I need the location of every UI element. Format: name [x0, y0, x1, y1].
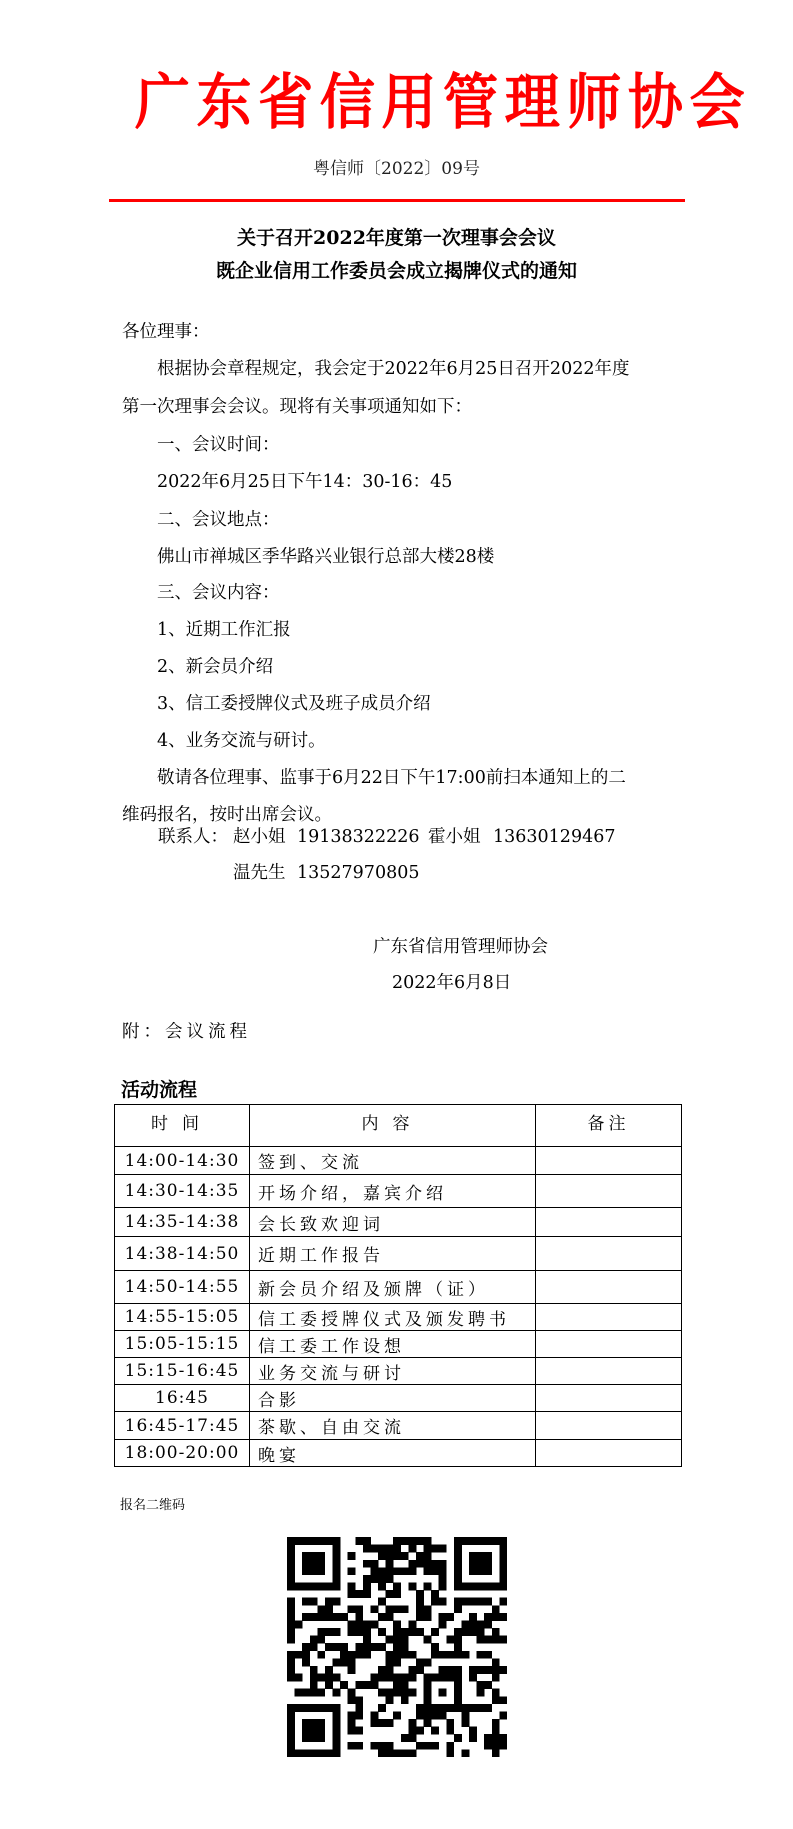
schedule-note — [536, 1412, 682, 1440]
schedule-row — [115, 1237, 682, 1271]
schedule-note — [536, 1208, 682, 1237]
schedule-row — [115, 1385, 682, 1412]
schedule-time: 14:38-14:50 — [115, 1237, 250, 1271]
salutation: 各位理事： — [122, 322, 210, 342]
organization-title: 广东省信用管理师协会 — [134, 68, 752, 138]
schedule-note — [536, 1304, 682, 1331]
schedule-note — [536, 1440, 682, 1467]
schedule-row — [115, 1304, 682, 1331]
schedule-content: 近期工作报告 — [250, 1237, 536, 1271]
contact-label: 联系人： — [158, 827, 228, 847]
notice-title-line-1: 关于召开2022年度第一次理事会会议 — [237, 227, 556, 249]
schedule-time: 14:00-14:30 — [115, 1147, 250, 1175]
schedule-content: 茶歇、自由交流 — [250, 1412, 536, 1440]
schedule-title: 活动流程 — [121, 1079, 198, 1101]
qr-code-label: 报名二维码 — [120, 1498, 186, 1513]
annex-label: 附：会议流程 — [122, 1022, 251, 1042]
notice-title-line-2: 既企业信用工作委员会成立揭牌仪式的通知 — [215, 260, 577, 282]
column-header-content: 内容 — [250, 1105, 536, 1147]
schedule-row — [115, 1147, 682, 1175]
schedule-content: 信工委工作设想 — [250, 1331, 536, 1358]
schedule-note — [536, 1358, 682, 1385]
signature-date: 2022年6月8日 — [392, 973, 512, 993]
contact-phone: 13527970805 — [297, 863, 420, 883]
section-1-heading: 一、会议时间： — [157, 435, 280, 455]
section-3-heading: 三、会议内容： — [157, 583, 280, 603]
schedule-row — [115, 1358, 682, 1385]
schedule-note — [536, 1385, 682, 1412]
schedule-row — [115, 1440, 682, 1467]
schedule-time: 16:45-17:45 — [115, 1412, 250, 1440]
paragraph-1-line-2: 第一次理事会会议。现将有关事项通知如下： — [122, 397, 472, 417]
schedule-note — [536, 1147, 682, 1175]
schedule-time: 14:35-14:38 — [115, 1208, 250, 1237]
agenda-item: 3、信工委授牌仪式及班子成员介绍 — [157, 694, 431, 714]
paragraph-1-line-1: 根据协会章程规定，我会定于2022年6月25日召开2022年度 — [157, 359, 630, 379]
column-header-note: 备注 — [536, 1105, 682, 1147]
agenda-item: 1、近期工作汇报 — [157, 620, 291, 640]
meeting-location: 佛山市禅城区季华路兴业银行总部大楼28楼 — [157, 547, 495, 567]
schedule-time: 15:15-16:45 — [115, 1358, 250, 1385]
document-number: 粤信师〔2022〕09号 — [313, 159, 480, 179]
schedule-time: 16:45 — [115, 1385, 250, 1412]
schedule-time: 14:55-15:05 — [115, 1304, 250, 1331]
schedule-time: 14:50-14:55 — [115, 1271, 250, 1304]
schedule-table — [114, 1104, 682, 1467]
contact-phone: 13630129467 — [493, 827, 616, 847]
schedule-note — [536, 1271, 682, 1304]
schedule-note — [536, 1331, 682, 1358]
schedule-time: 18:00-20:00 — [115, 1440, 250, 1467]
schedule-content: 新会员介绍及颁牌（证） — [250, 1271, 536, 1304]
meeting-time: 2022年6月25日下午14：30-16：45 — [157, 472, 453, 492]
schedule-row — [115, 1271, 682, 1304]
agenda-item: 4、业务交流与研讨。 — [157, 731, 326, 751]
request-line-2: 维码报名，按时出席会议。 — [122, 805, 332, 825]
contact-name: 霍小姐 — [428, 827, 481, 847]
schedule-content: 签到、交流 — [250, 1147, 536, 1175]
header-divider — [109, 199, 685, 202]
signature-organization: 广东省信用管理师协会 — [373, 937, 548, 957]
contact-name: 赵小姐 — [233, 827, 286, 847]
schedule-content: 会长致欢迎词 — [250, 1208, 536, 1237]
agenda-item: 2、新会员介绍 — [157, 657, 274, 677]
schedule-row — [115, 1331, 682, 1358]
schedule-row — [115, 1412, 682, 1440]
schedule-row — [115, 1208, 682, 1237]
request-line-1: 敬请各位理事、监事于6月22日下午17:00前扫本通知上的二 — [157, 768, 626, 788]
schedule-time: 15:05-15:15 — [115, 1331, 250, 1358]
schedule-header-row — [115, 1105, 682, 1147]
column-header-time: 时间 — [115, 1105, 250, 1147]
contact-name: 温先生 — [233, 863, 286, 883]
schedule-note — [536, 1175, 682, 1208]
schedule-content: 开场介绍，嘉宾介绍 — [250, 1175, 536, 1208]
contact-phone: 19138322226 — [297, 827, 420, 847]
section-2-heading: 二、会议地点： — [157, 510, 280, 530]
schedule-content: 业务交流与研讨 — [250, 1358, 536, 1385]
schedule-note — [536, 1237, 682, 1271]
schedule-content: 信工委授牌仪式及颁发聘书 — [250, 1304, 536, 1331]
schedule-content: 晚宴 — [250, 1440, 536, 1467]
qr-code-icon[interactable] — [287, 1537, 507, 1757]
schedule-content: 合影 — [250, 1385, 536, 1412]
schedule-row — [115, 1175, 682, 1208]
schedule-time: 14:30-14:35 — [115, 1175, 250, 1208]
